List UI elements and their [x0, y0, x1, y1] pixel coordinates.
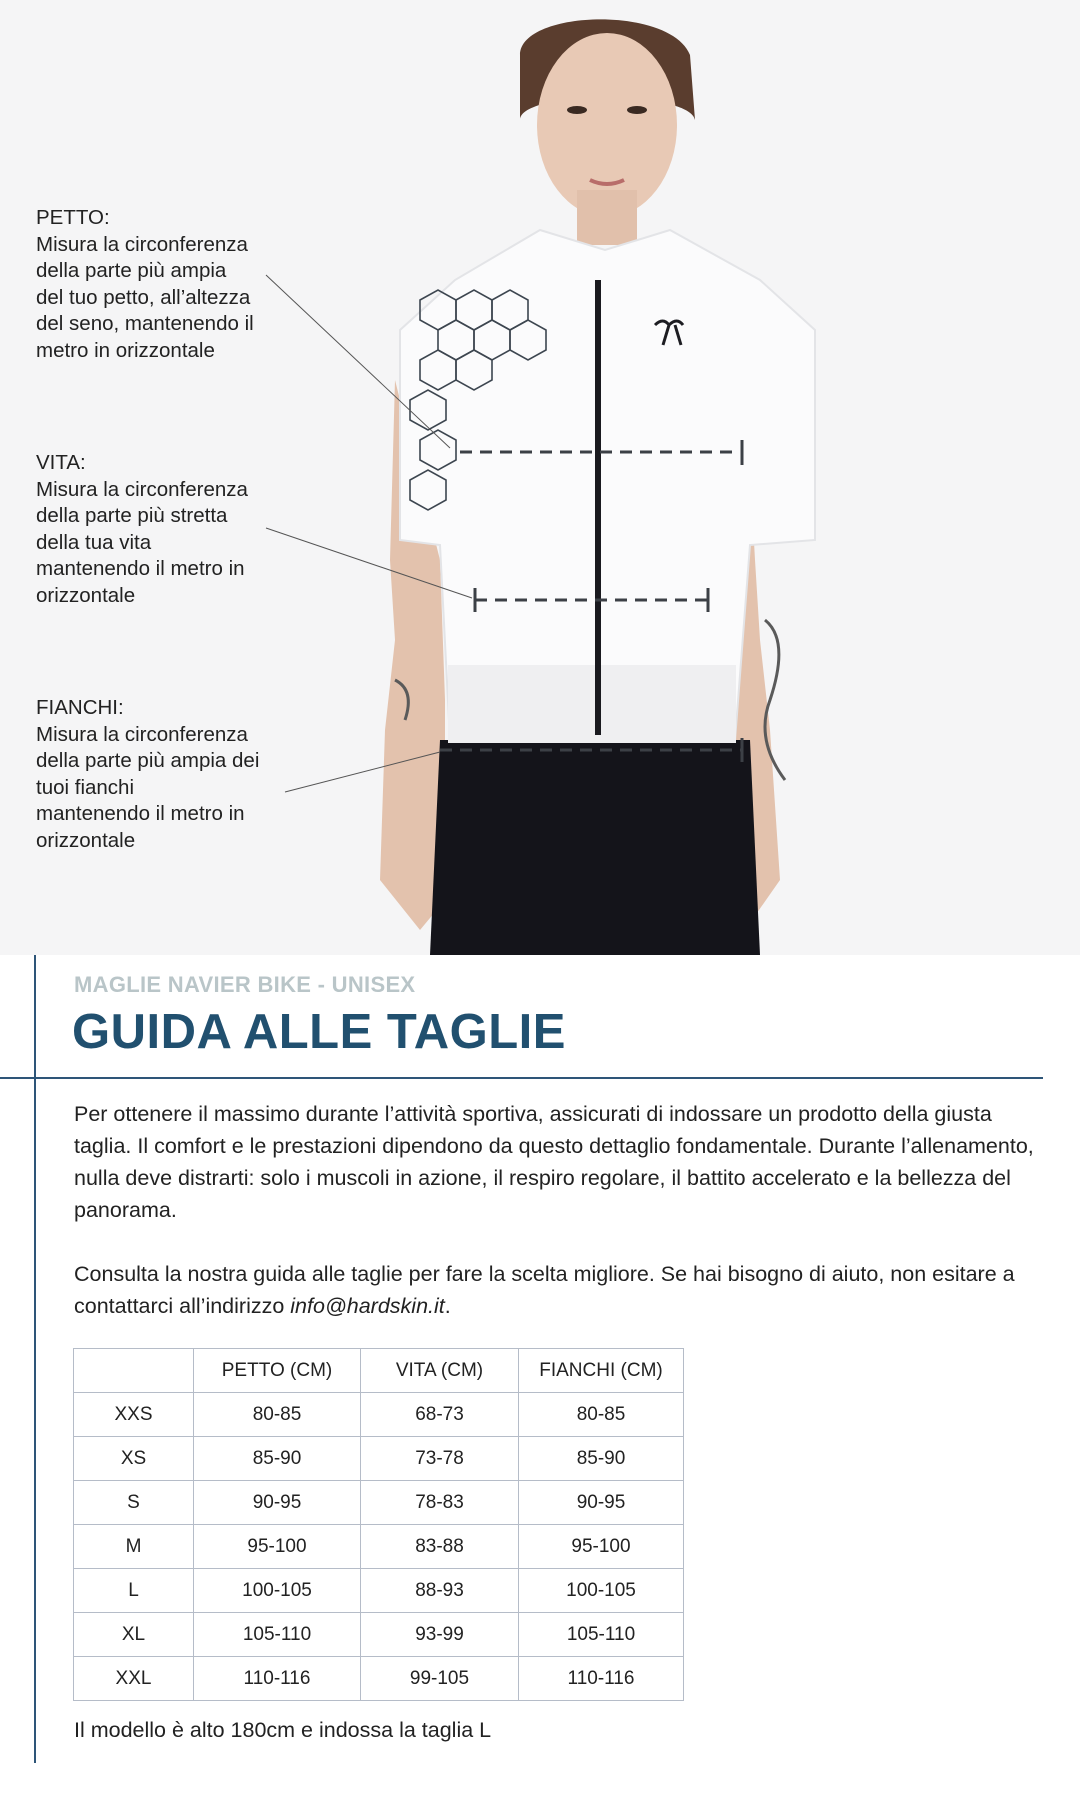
table-row: [74, 1613, 684, 1657]
contact-text: Consulta la nostra guida alle taglie per fare la scelta migliore. Se hai bisogno di aiuto, non esitare a contattarci all’indirizzo: [74, 1262, 1015, 1318]
table-cell: 78-83: [361, 1481, 519, 1525]
contact-paragraph: [74, 1258, 1044, 1322]
size-table: [73, 1348, 684, 1701]
model-size-note: Il modello è alto 180cm e indossa la taglia L: [74, 1718, 492, 1742]
waist-annotation: [36, 450, 296, 609]
table-header-cell: PETTO (CM): [194, 1349, 361, 1393]
table-row: [74, 1569, 684, 1613]
size-cell: S: [74, 1481, 194, 1525]
table-header-cell: FIANCHI (CM): [519, 1349, 684, 1393]
table-cell: 105-110: [194, 1613, 361, 1657]
size-cell: L: [74, 1569, 194, 1613]
size-cell: XXL: [74, 1657, 194, 1701]
table-cell: 100-105: [519, 1569, 684, 1613]
table-cell: 93-99: [361, 1613, 519, 1657]
table-row: [74, 1525, 684, 1569]
chest-annotation-title: PETTO:: [36, 206, 110, 229]
size-cell: M: [74, 1525, 194, 1569]
waist-annotation-title: VITA:: [36, 451, 86, 474]
table-cell: 110-116: [194, 1657, 361, 1701]
table-cell: 88-93: [361, 1569, 519, 1613]
waist-annotation-text: Misura la circonferenza della parte più stretta della tua vita mantenendo il metro in orizzontale: [36, 477, 248, 607]
table-cell: 95-100: [194, 1525, 361, 1569]
table-cell: 99-105: [361, 1657, 519, 1701]
table-cell: 105-110: [519, 1613, 684, 1657]
table-header-row: [74, 1349, 684, 1393]
table-header-cell: VITA (CM): [361, 1349, 519, 1393]
horizontal-rule: [0, 1077, 1043, 1079]
table-cell: 110-116: [519, 1657, 684, 1701]
table-cell: 73-78: [361, 1437, 519, 1481]
size-cell: XXS: [74, 1393, 194, 1437]
table-header-cell: [74, 1349, 194, 1393]
table-row: [74, 1393, 684, 1437]
table-cell: 80-85: [194, 1393, 361, 1437]
hips-annotation-title: FIANCHI:: [36, 696, 124, 719]
table-cell: 85-90: [519, 1437, 684, 1481]
size-cell: XL: [74, 1613, 194, 1657]
hips-annotation: [36, 695, 296, 854]
chest-annotation-text: Misura la circonferenza della parte più ampia del tuo petto, all’altezza del seno, mantenendo il metro in orizzontale: [36, 232, 254, 362]
table-cell: 83-88: [361, 1525, 519, 1569]
table-cell: 95-100: [519, 1525, 684, 1569]
product-subtitle: MAGLIE NAVIER BIKE - UNISEX: [74, 972, 416, 997]
table-cell: 85-90: [194, 1437, 361, 1481]
table-row: [74, 1481, 684, 1525]
chest-annotation: [36, 205, 296, 364]
table-cell: 90-95: [519, 1481, 684, 1525]
contact-text-end: .: [444, 1294, 451, 1318]
size-cell: XS: [74, 1437, 194, 1481]
table-cell: 90-95: [194, 1481, 361, 1525]
intro-paragraph: Per ottenere il massimo durante l’attività sportiva, assicurati di indossare un prodotto della giusta taglia. Il comfort e le prestazioni dipendono da questo dettaglio fondamentale. Durante l’allenamento, nulla deve distrarti: solo i muscoli in azione, il respiro regolare, il battito accelerato e la bellezza del panorama.: [74, 1102, 1034, 1222]
table-row: [74, 1437, 684, 1481]
table-cell: 80-85: [519, 1393, 684, 1437]
table-cell: 68-73: [361, 1393, 519, 1437]
page-title: GUIDA ALLE TAGLIE: [72, 1005, 566, 1059]
hips-annotation-text: Misura la circonferenza della parte più ampia dei tuoi fianchi mantenendo il metro in orizzontale: [36, 722, 260, 852]
table-cell: 100-105: [194, 1569, 361, 1613]
contact-email-link[interactable]: info@hardskin.it: [290, 1294, 445, 1318]
table-row: [74, 1657, 684, 1701]
